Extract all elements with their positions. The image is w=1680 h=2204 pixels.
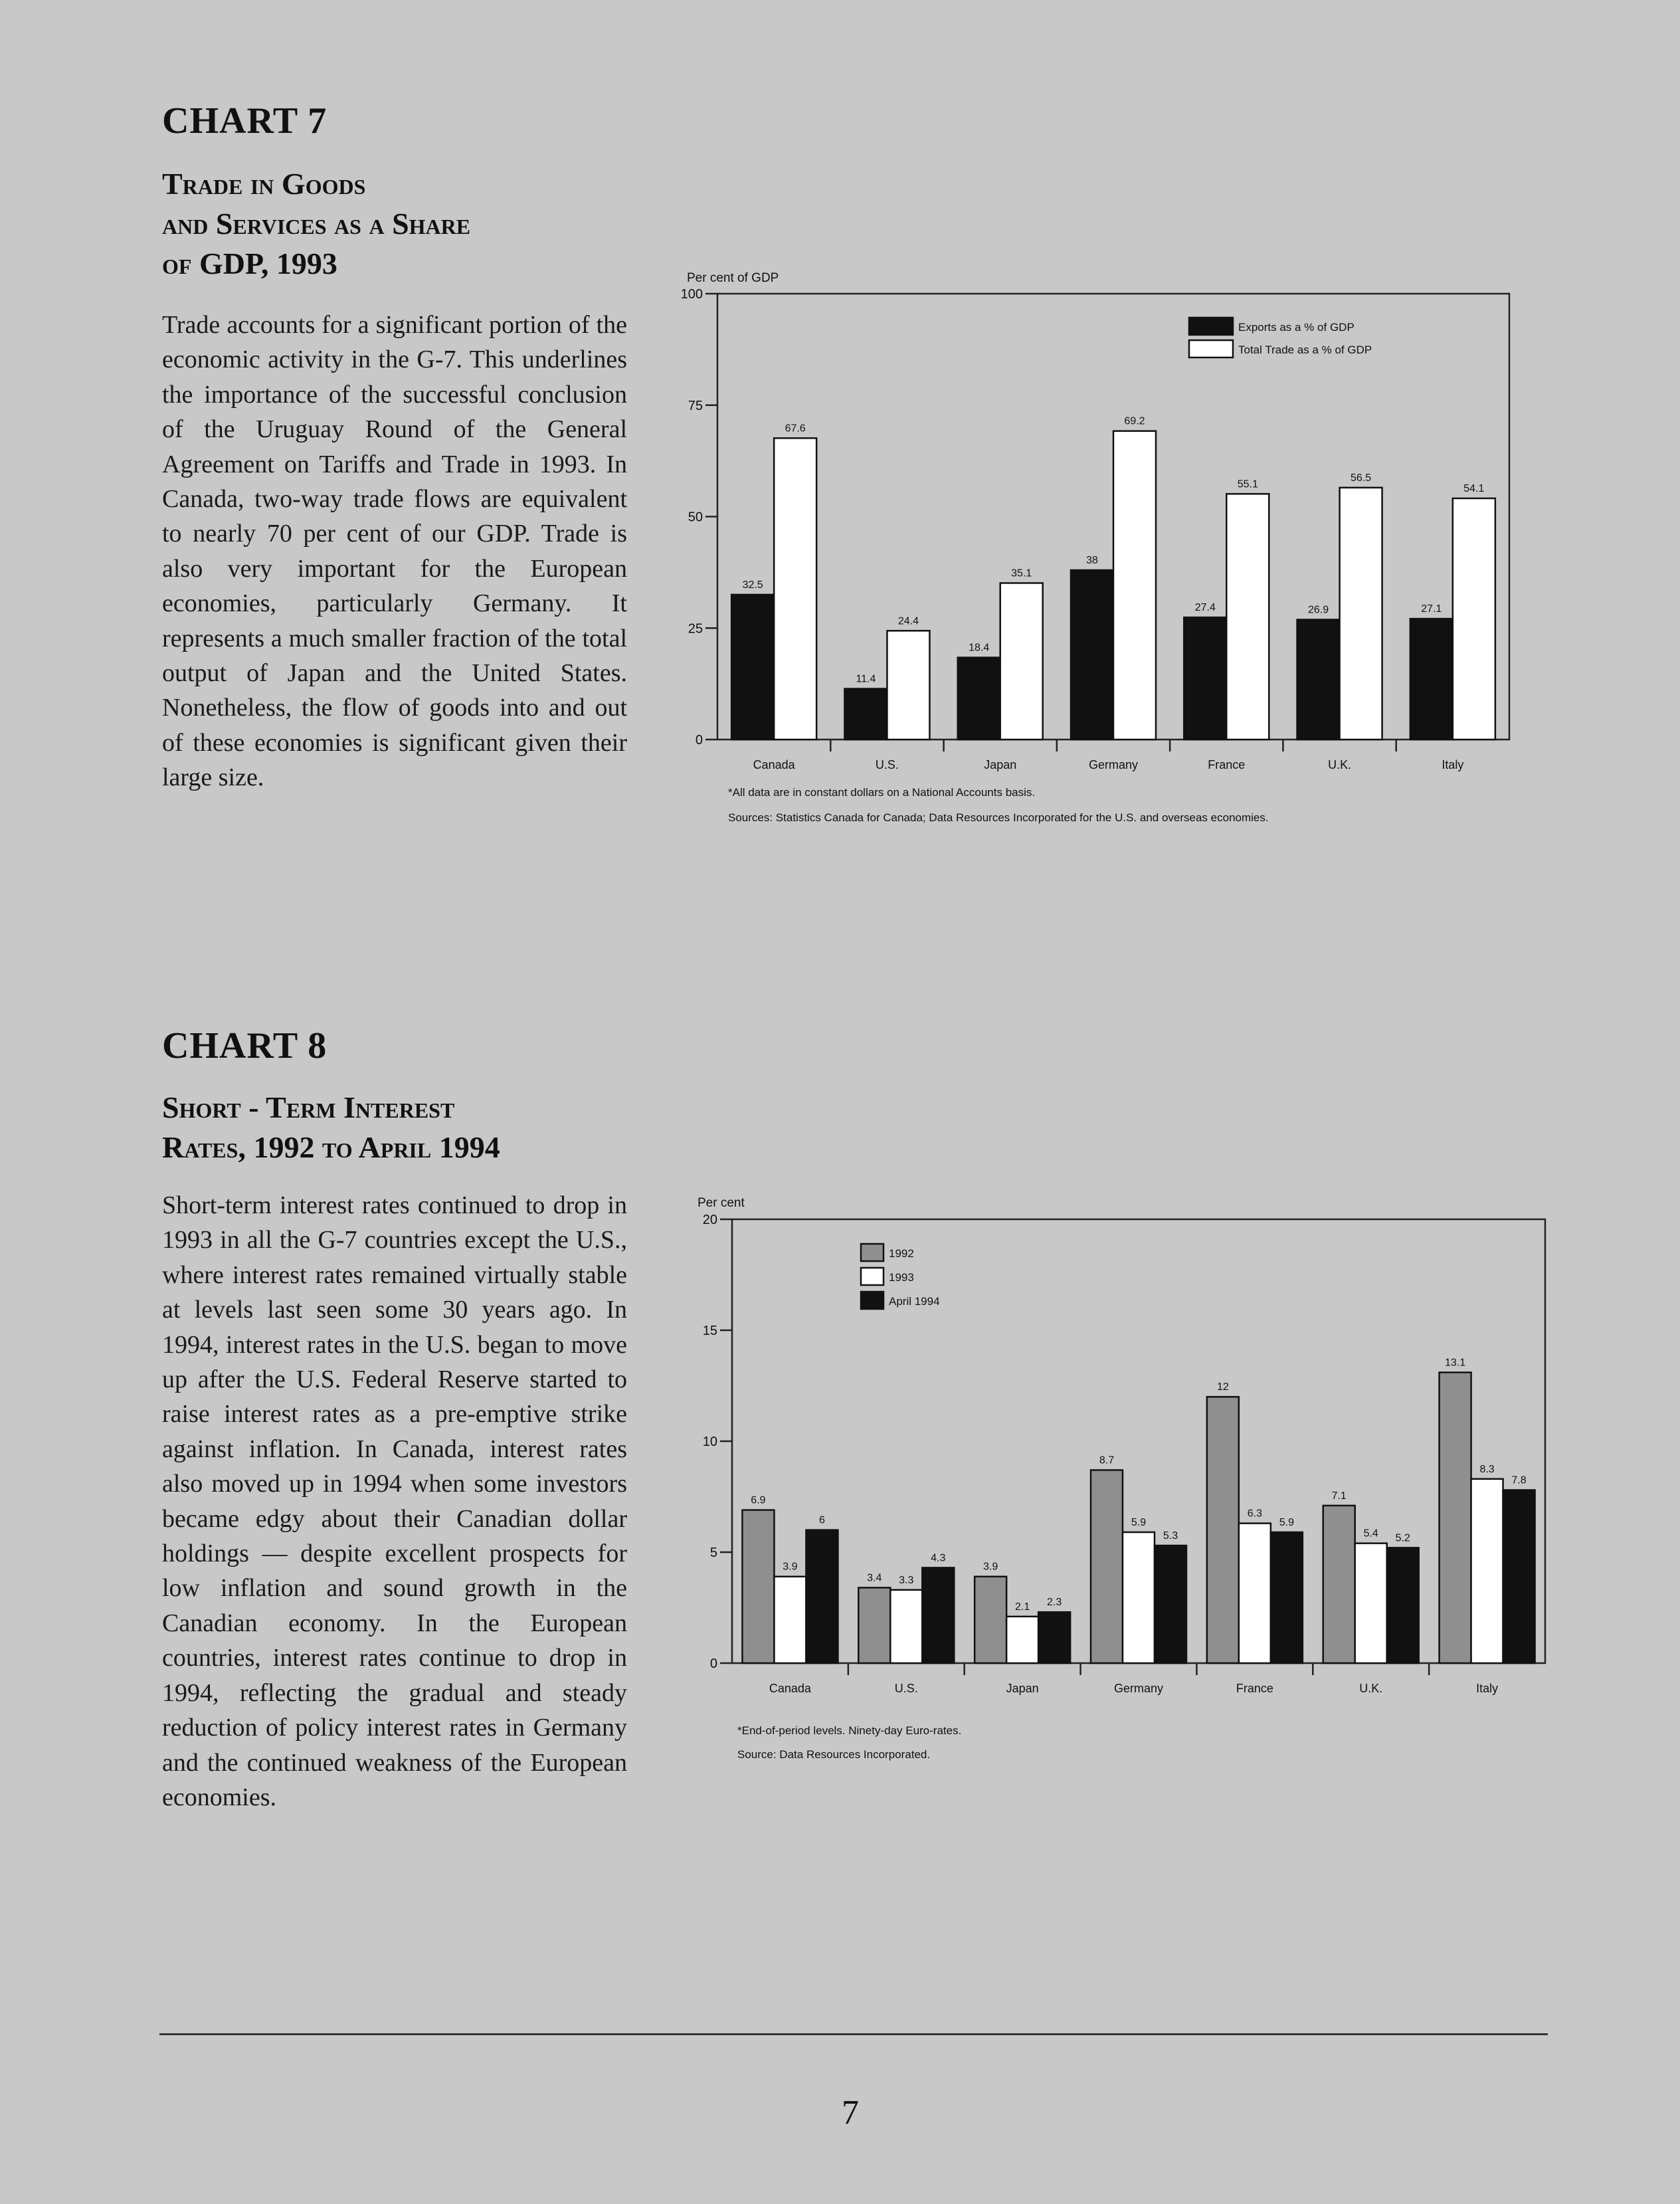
- bar: [1410, 619, 1453, 740]
- y-tick-label: 5: [709, 1546, 717, 1560]
- data-label: 13.1: [1445, 1357, 1466, 1369]
- bar: [1471, 1479, 1503, 1663]
- bar: [1340, 488, 1382, 740]
- chart8-figure: [691, 1189, 1548, 1787]
- chart7-body: Trade accounts for a significant portion of the economic activity in the G-7. This underlines the importance of the successful conclusion of the Uruguay Round of the General Agreement on Tariffs and Trade in 1993. In Canada, two-way trade flows are equivalent to nearly 70 per cent of our GDP. Trade is also very important for the European economies, particularly Germany. It represents a much smaller fraction of the total output of Japan and the United States. Nonetheless, the flow of goods into and out of these economies is significant given their large size.: [162, 311, 627, 792]
- data-label: 12: [1216, 1381, 1229, 1393]
- data-label: 8.3: [1479, 1463, 1495, 1475]
- bar: [922, 1567, 954, 1663]
- data-label: 5.2: [1395, 1532, 1410, 1544]
- bar: [1038, 1612, 1070, 1663]
- legend-swatch: [861, 1244, 884, 1261]
- legend-swatch: [861, 1292, 884, 1309]
- x-tick-label: Germany: [1088, 758, 1139, 771]
- chart8-body: Short-term interest rates continued to drop in 1993 in all the G-7 countries except the U.S., where interest rates remained virtually stable at levels last seen some 30 years ago. In 1994, interest rates in the U.S. began to move up after the U.S. Federal Reserve started to raise interest rates as a pre-emptive strike against inflation. In Canada, interest rates also moved up in 1994 when some investors became edgy about their Canadian dollar holdings — despite excellent prospects for low inflation and sound growth in the Canadian economy. In the European countries, interest rates continue to drop in 1994, reflecting the gradual and steady reduction of policy interest rates in Germany and the continued weakness of the European economies.: [162, 1191, 627, 1811]
- data-label: 6: [818, 1514, 825, 1526]
- chart7-figure: [664, 259, 1548, 857]
- bar: [844, 689, 887, 740]
- data-label: 18.4: [969, 642, 990, 654]
- legend-label: 1992: [889, 1247, 914, 1260]
- data-label: 38: [1086, 555, 1098, 567]
- bar: [958, 658, 1000, 740]
- chart7-subtitle-line: and Services as a Share: [162, 207, 471, 241]
- data-label: 6.9: [751, 1494, 766, 1506]
- bar: [774, 438, 816, 740]
- chart8-subtitle-line: Rates, 1992 to April 1994: [162, 1130, 500, 1164]
- data-label: 54.1: [1463, 482, 1485, 494]
- legend-label: Total Trade as a % of GDP: [1238, 344, 1372, 356]
- chart-note: Source: Data Resources Incorporated.: [737, 1748, 931, 1761]
- y-tick-label: 15: [702, 1324, 717, 1338]
- y-tick-label: 25: [688, 621, 703, 637]
- legend-swatch: [861, 1268, 884, 1285]
- bar: [1387, 1548, 1419, 1663]
- legend-label: 1993: [889, 1271, 914, 1284]
- y-tick-label: 0: [709, 1656, 717, 1671]
- x-tick-label: U.K.: [1328, 758, 1352, 771]
- x-tick-label: U.S.: [894, 1682, 918, 1695]
- bar: [1440, 1372, 1471, 1663]
- data-label: 67.6: [785, 423, 806, 435]
- x-tick-label: Germany: [1113, 1682, 1164, 1695]
- bar: [1323, 1506, 1355, 1663]
- data-label: 7.8: [1511, 1474, 1527, 1486]
- data-label: 56.5: [1351, 472, 1372, 484]
- chart8-title: CHART 8: [162, 1025, 327, 1066]
- bar: [1113, 431, 1156, 740]
- bar: [1006, 1617, 1038, 1663]
- data-label: 5.4: [1363, 1528, 1378, 1540]
- y-tick-label: 0: [695, 733, 703, 748]
- bar: [890, 1590, 922, 1663]
- bar: [774, 1577, 806, 1663]
- chart8-subtitle: [162, 1088, 500, 1167]
- footer-rule: [159, 2033, 1548, 2035]
- x-tick-label: France: [1236, 1682, 1273, 1695]
- chart-note: *All data are in constant dollars on a National Accounts basis.: [728, 786, 1036, 799]
- data-label: 27.4: [1194, 602, 1216, 614]
- bar: [1184, 617, 1226, 740]
- y-axis-label: Per cent: [698, 1196, 745, 1210]
- data-label: 5.3: [1163, 1530, 1178, 1542]
- legend-label: April 1994: [889, 1295, 940, 1308]
- data-label: 26.9: [1308, 604, 1329, 616]
- y-tick-label: 50: [688, 510, 703, 525]
- y-axis-label: Per cent of GDP: [687, 271, 779, 285]
- x-tick-label: Japan: [984, 758, 1017, 771]
- data-label: 24.4: [897, 615, 919, 627]
- chart-note: *End-of-period levels. Ninety-day Euro-rates.: [737, 1724, 962, 1737]
- data-label: 55.1: [1237, 478, 1258, 490]
- x-tick-label: Canada: [769, 1682, 811, 1695]
- legend-swatch: [1189, 340, 1233, 357]
- data-label: 3.3: [899, 1574, 914, 1586]
- bar: [1355, 1544, 1387, 1663]
- y-tick-label: 100: [680, 287, 703, 302]
- data-label: 6.3: [1247, 1508, 1262, 1520]
- data-label: 4.3: [931, 1552, 946, 1564]
- data-label: 11.4: [856, 673, 876, 685]
- bar: [887, 631, 929, 740]
- bar: [1207, 1397, 1239, 1663]
- page-number: 7: [842, 2094, 859, 2132]
- bar: [858, 1587, 890, 1663]
- chart-note: Sources: Statistics Canada for Canada; Data Resources Incorporated for the U.S. and overseas economies.: [728, 811, 1269, 824]
- x-tick-label: Japan: [1006, 1682, 1039, 1695]
- data-label: 3.4: [867, 1572, 882, 1584]
- chart7-subtitle-line: Trade in Goods: [162, 167, 366, 201]
- bar: [1091, 1470, 1123, 1663]
- data-label: 32.5: [742, 579, 763, 591]
- data-label: 3.9: [783, 1561, 798, 1573]
- bar: [742, 1510, 774, 1663]
- data-label: 8.7: [1099, 1454, 1115, 1466]
- x-tick-label: U.S.: [875, 758, 899, 771]
- data-label: 5.9: [1279, 1516, 1294, 1528]
- chart8-subtitle-line: Short - Term Interest: [162, 1090, 455, 1124]
- x-tick-label: France: [1208, 758, 1246, 771]
- data-label: 7.1: [1331, 1490, 1347, 1502]
- bar: [806, 1530, 838, 1663]
- chart7-subtitle-line: of GDP, 1993: [162, 247, 337, 280]
- chart7-subtitle: [162, 164, 470, 284]
- chart7-title: CHART 7: [162, 100, 327, 142]
- bar: [1155, 1546, 1186, 1663]
- legend-swatch: [1189, 318, 1233, 335]
- y-tick-label: 10: [702, 1435, 717, 1449]
- x-tick-label: Italy: [1476, 1682, 1499, 1695]
- bar: [731, 595, 774, 740]
- bar: [1453, 498, 1495, 740]
- data-label: 2.3: [1047, 1597, 1062, 1609]
- data-label: 5.9: [1131, 1516, 1147, 1528]
- data-label: 3.9: [983, 1561, 998, 1573]
- data-label: 35.1: [1011, 567, 1032, 579]
- data-label: 2.1: [1015, 1601, 1030, 1613]
- bar: [1071, 570, 1113, 740]
- bar: [1297, 620, 1340, 740]
- bar: [1226, 494, 1269, 740]
- x-tick-label: Italy: [1442, 758, 1464, 771]
- x-tick-label: U.K.: [1359, 1682, 1383, 1695]
- bar: [1123, 1532, 1155, 1663]
- legend-label: Exports as a % of GDP: [1238, 321, 1354, 334]
- bar: [1503, 1490, 1535, 1663]
- bar: [1271, 1532, 1303, 1663]
- bar: [1239, 1524, 1271, 1663]
- y-tick-label: 75: [688, 398, 703, 413]
- data-label: 27.1: [1421, 603, 1442, 615]
- data-label: 69.2: [1124, 415, 1145, 427]
- bar: [1000, 583, 1043, 740]
- y-tick-label: 20: [702, 1213, 717, 1227]
- x-tick-label: Canada: [753, 758, 795, 771]
- bar: [975, 1577, 1006, 1663]
